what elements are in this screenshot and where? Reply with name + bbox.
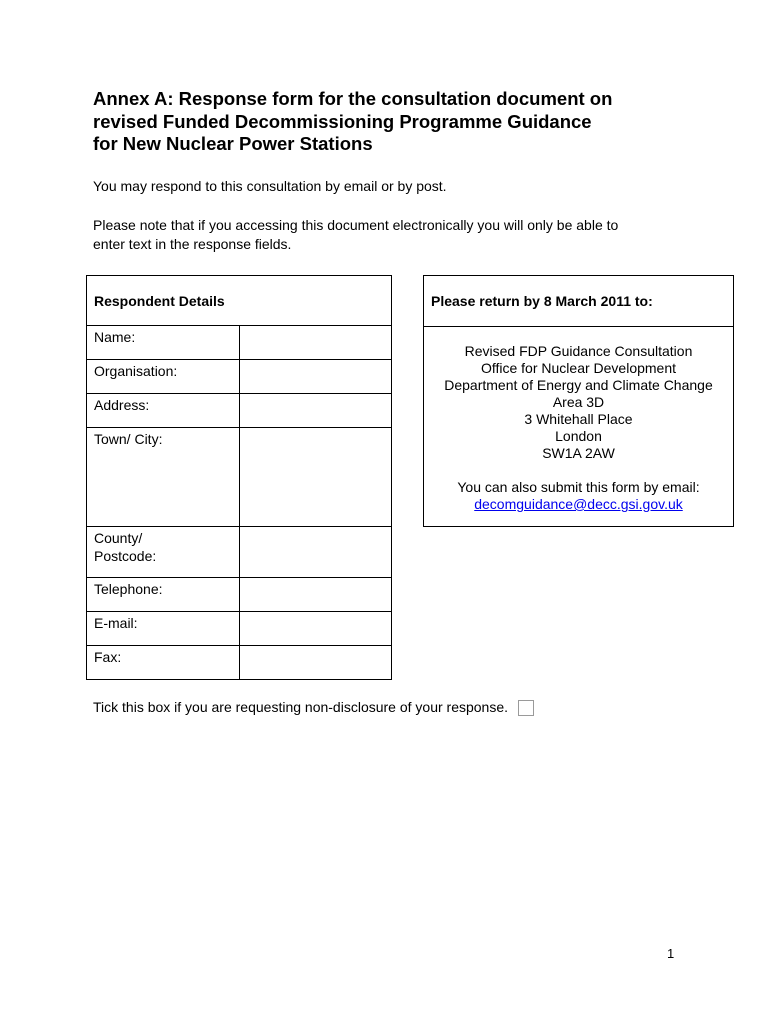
email-value[interactable] — [247, 612, 385, 645]
address-line: Area 3D — [552, 394, 605, 410]
non-disclosure-label: Tick this box if you are requesting non-disclosure of your response. — [93, 699, 509, 715]
name-label: Name: — [87, 326, 240, 360]
name-field[interactable] — [239, 326, 392, 360]
town-city-label: Town/ City: — [87, 428, 240, 527]
electronic-note-line-2: enter text in the response fields. — [93, 236, 292, 252]
return-heading: Please return by 8 March 2011 to: — [424, 276, 733, 327]
email-field[interactable] — [239, 612, 392, 646]
respondent-details-heading: Respondent Details — [87, 276, 392, 326]
title-line-1: Annex A: Response form for the consultation document on — [93, 88, 613, 109]
county-postcode-label — [87, 527, 240, 578]
address-value[interactable] — [247, 394, 385, 427]
electronic-note — [93, 216, 693, 254]
telephone-value[interactable] — [247, 578, 385, 611]
postcode-label: Postcode: — [94, 548, 157, 564]
intro-paragraph: You may respond to this consultation by email or by post. — [93, 178, 447, 194]
return-address — [424, 327, 733, 513]
town-city-value[interactable] — [247, 428, 385, 526]
address-field[interactable] — [239, 394, 392, 428]
organisation-field[interactable] — [239, 360, 392, 394]
town-city-field[interactable] — [239, 428, 392, 527]
address-line: Office for Nuclear Development — [480, 360, 677, 376]
county-postcode-field[interactable] — [239, 527, 392, 578]
address-line: Revised FDP Guidance Consultation — [464, 343, 693, 359]
telephone-label: Telephone: — [87, 578, 240, 612]
return-address-box — [423, 275, 734, 527]
electronic-note-line-1: Please note that if you accessing this document electronically you will only be able to — [93, 217, 619, 233]
form-title — [93, 88, 713, 156]
email-intro: You can also submit this form by email: — [457, 479, 700, 495]
address-line: 3 Whitehall Place — [524, 411, 633, 427]
non-disclosure-checkbox[interactable] — [518, 700, 534, 716]
fax-label: Fax: — [87, 646, 240, 680]
county-postcode-value[interactable] — [247, 527, 385, 577]
submission-email-link[interactable]: decomguidance@decc.gsi.gov.uk — [474, 496, 683, 512]
county-label: County/ — [94, 530, 143, 546]
address-line: SW1A 2AW — [542, 445, 615, 461]
fax-value[interactable] — [247, 646, 385, 679]
title-line-2: revised Funded Decommissioning Programme Guidance — [93, 110, 592, 132]
organisation-value[interactable] — [247, 360, 385, 393]
organisation-label: Organisation: — [87, 360, 240, 394]
title-line-3: for New Nuclear Power Stations — [93, 133, 373, 154]
address-line: London — [555, 428, 602, 444]
respondent-details-table — [86, 275, 392, 680]
non-disclosure-row — [93, 698, 534, 717]
telephone-field[interactable] — [239, 578, 392, 612]
fax-field[interactable] — [239, 646, 392, 680]
page-number: 1 — [667, 946, 675, 961]
email-label: E-mail: — [87, 612, 240, 646]
address-line: Department of Energy and Climate Change — [444, 377, 713, 393]
address-label: Address: — [87, 394, 240, 428]
name-value[interactable] — [247, 326, 385, 359]
